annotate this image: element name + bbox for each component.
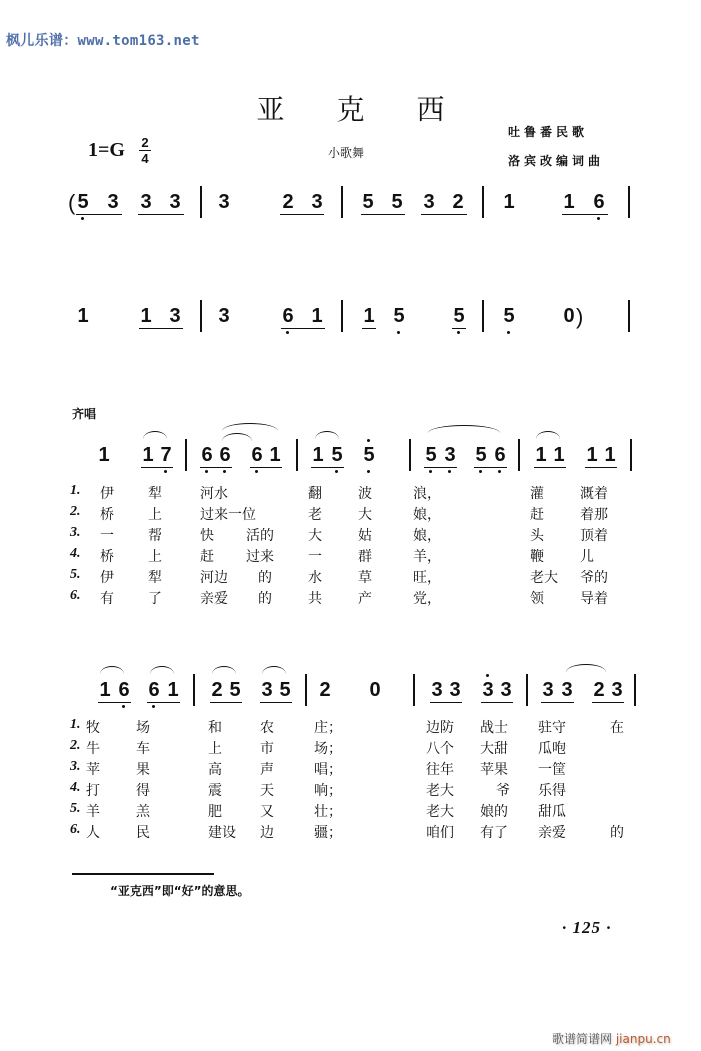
barline [482, 300, 484, 332]
note: 3 [140, 191, 152, 213]
note: 6 [251, 444, 263, 466]
note: 2 [593, 679, 605, 701]
note: 6 [593, 191, 605, 213]
note: 5 [362, 191, 374, 213]
barline [482, 186, 484, 218]
key-label: 1=G [88, 139, 125, 161]
note: 3 [449, 679, 461, 701]
genre-label: 小歌舞 [328, 146, 365, 160]
note: 5 [391, 191, 403, 213]
notation-row-2: 1 1 3 3 6 1 1 5 5 5 0 ) [0, 306, 701, 346]
note: 2 [211, 679, 223, 701]
note: 3 [218, 191, 230, 213]
notation-row-3 [0, 445, 701, 485]
note: 3 [107, 191, 119, 213]
footnote: “亚克西”即“好”的意思。 [110, 884, 250, 898]
note: 5 [503, 305, 515, 327]
barline [634, 674, 636, 706]
key-signature [88, 136, 151, 165]
barline [341, 186, 343, 218]
note: 5 [229, 679, 241, 701]
note: 5 [331, 444, 343, 466]
note: 5 [279, 679, 291, 701]
note: 6 [118, 679, 130, 701]
note: 3 [444, 444, 456, 466]
note: 1 [99, 679, 111, 701]
note: 3 [431, 679, 443, 701]
note: 5 [393, 305, 405, 327]
barline [526, 674, 528, 706]
note: 3 [542, 679, 554, 701]
barline [200, 186, 202, 218]
note: 1 [167, 679, 179, 701]
note: 0 [563, 305, 575, 327]
note: 2 [282, 191, 294, 213]
barline [296, 439, 298, 471]
barline [413, 674, 415, 706]
note: 3 [482, 679, 494, 701]
note: 0 [369, 679, 381, 701]
note: 2 [319, 679, 331, 701]
note: 5 [363, 444, 375, 466]
note: 3 [169, 305, 181, 327]
note: 5 [453, 305, 465, 327]
barline [630, 439, 632, 471]
barline [628, 186, 630, 218]
barline [518, 439, 520, 471]
note: 1 [503, 191, 515, 213]
note: 3 [611, 679, 623, 701]
page-number: · 125 · [562, 918, 612, 937]
barline [305, 674, 307, 706]
note: 1 [98, 444, 110, 466]
note: 6 [494, 444, 506, 466]
note: 5 [77, 191, 89, 213]
barline [341, 300, 343, 332]
note: 7 [160, 444, 172, 466]
arranger-credit: 洛宾改编词曲 [508, 154, 605, 168]
notation-row-4 [0, 680, 701, 720]
note: 1 [77, 305, 89, 327]
footnote-divider [72, 873, 214, 875]
note: 1 [553, 444, 565, 466]
barline [185, 439, 187, 471]
note: 6 [282, 305, 294, 327]
barline [200, 300, 202, 332]
note: 2 [452, 191, 464, 213]
note: 1 [563, 191, 575, 213]
note: 6 [219, 444, 231, 466]
note: 3 [311, 191, 323, 213]
note: 3 [218, 305, 230, 327]
note: 3 [423, 191, 435, 213]
note: 6 [148, 679, 160, 701]
note: 3 [169, 191, 181, 213]
note: 1 [140, 305, 152, 327]
note: 1 [312, 444, 324, 466]
song-title: 亚克西 [256, 93, 497, 126]
note: 1 [142, 444, 154, 466]
note: 5 [475, 444, 487, 466]
note: 3 [500, 679, 512, 701]
notation-row-1: ( 5 3 3 3 3 2 3 5 5 3 2 1 1 6 [0, 192, 701, 232]
note: 1 [586, 444, 598, 466]
note: 1 [535, 444, 547, 466]
section-label-unison: 齐唱 [72, 407, 97, 421]
site-watermark: 枫儿乐谱：www.tom163.net [6, 33, 200, 49]
origin-credit: 吐鲁番民歌 [508, 125, 589, 139]
note: 1 [269, 444, 281, 466]
site-mark: 歌谱简谱网 jianpu.cn [552, 1032, 671, 1046]
barline [409, 439, 411, 471]
note: 1 [311, 305, 323, 327]
barline [193, 674, 195, 706]
note: 3 [261, 679, 273, 701]
note: 1 [604, 444, 616, 466]
note: 6 [201, 444, 213, 466]
note: 3 [561, 679, 573, 701]
time-signature: 2 4 [139, 136, 151, 165]
note: 1 [363, 305, 375, 327]
note: 5 [425, 444, 437, 466]
barline [628, 300, 630, 332]
